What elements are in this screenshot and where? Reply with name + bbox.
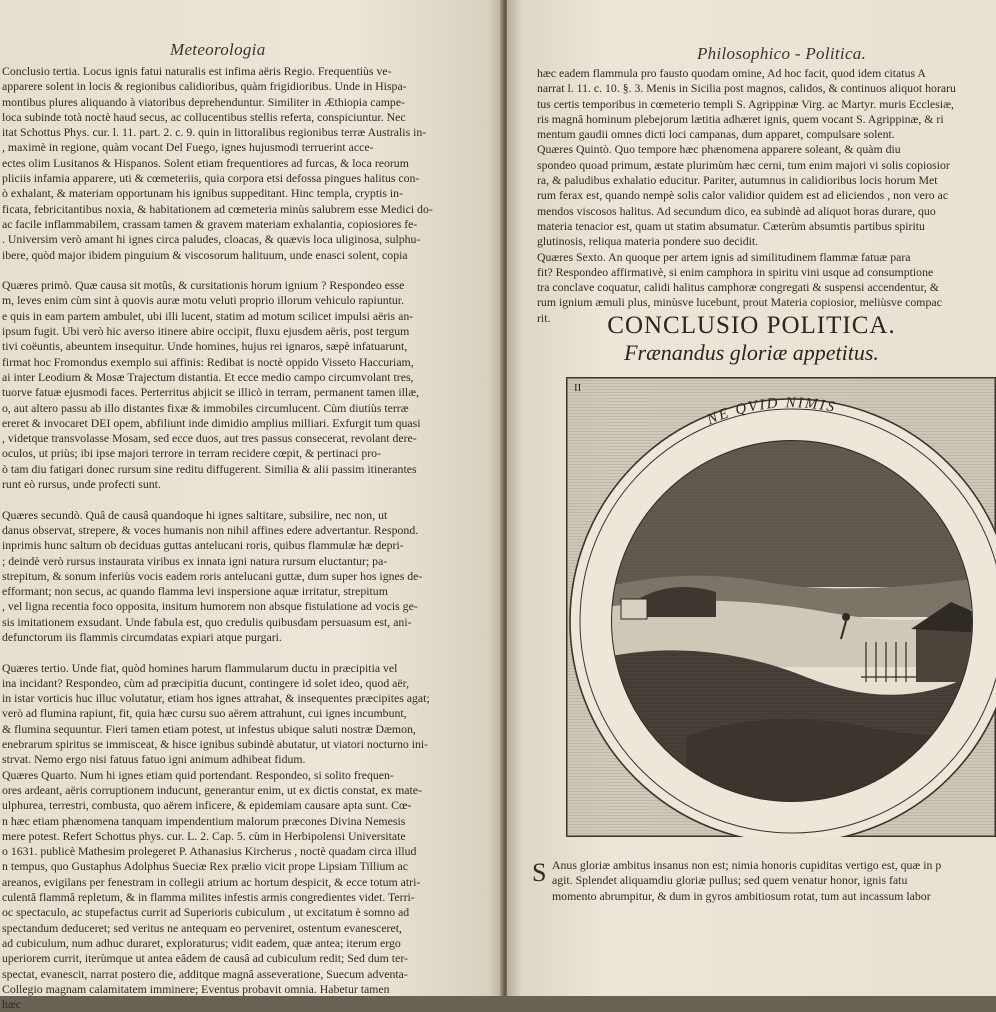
left-line: e quis in eam partem ambulet, ubi illi lucent, statim ad motum scilicet impulsi aëris an- [2,308,414,323]
right-line: materia tenacior est, quam ut statim absumatur. Cæterùm absumtis partibus spiritu [537,218,925,233]
left-line: firmat hoc Fromondus exemplo sui affinis: Redibat is noctè oppido Visseto Haccuriam, [2,354,414,369]
left-line: & flumina sequuntur. Fieri tamen etiam potest, ut infestus ubique saluti nostræ Dæmon, [2,721,416,736]
left-line: n tempus, quo Gustaphus Adolphus Sueciæ Rex prælio vicit prope Lipsiam Tillium ac [2,859,409,874]
left-running-head: Meteorologia [170,40,266,59]
left-line: oculos, ut priùs; ibi ipse majori terrore in terram recidere cœpit, & pertinaci pro- [2,446,382,461]
left-line: ina incidant? Respondeo, cùm ad præcipitia ducunt, contingere id solet ideo, quod aër, [2,675,410,690]
bottom-paragraph [552,858,996,904]
right-line: Quæres Quintò. Quo tempore hæc phænomena apparere soleant, & quàm diu [537,142,901,157]
left-line: strvat. Nemo ergo nisi fatuus fatuo igni animum adhibeat fidum. [2,752,306,767]
right-line: hæc eadem flammula pro fausto quodam omine, Ad hoc facit, quod idem citatus A [537,66,926,80]
conclusio-subtitle: Frænandus gloriæ appetitus. [624,340,879,365]
left-line: Quæres Quarto. Num hi ignes etiam quid portendant. Respondeo, si solito frequen- [2,767,394,782]
left-line: , vel ligna recentia foco opposita, insitum humorem non absque fistulatione ad vocis ge- [2,599,418,614]
left-line: sis imitationem exsudant. Unde fabula est, quo credulis quibusdam persuasum est, ani- [2,614,412,629]
left-line: defunctorum iis flammis circumdatas expiari atque purgari. [2,629,282,644]
left-line: itat Schottus Phys. cur. l. 11. part. 2. c. 9. quin in littoralibus regionibus terræ Australis in- [2,125,427,140]
left-line: runt eò rursus, unde profecti sunt. [2,477,161,492]
left-line: oc spectaculo, ac stupefactus currit ad Superioris cubiculum , ut excitatum è somno ad [2,905,410,920]
left-line: Collegio magnam calamitatem imminere; Eventus probavit omnia. Habetur tamen [2,981,390,996]
right-line: ris magnâ hominum plebejorum lætitia adhæret ignis, quem vocant S. Agrippinæ, & ri [537,111,944,126]
left-line: strepitum, & sonum inferiùs vocis eadem roris antelucani guttæ, dum super hos ignes de- [2,568,423,583]
left-line: ai inter Leodium & Mosæ Trajectum distantia. Et ecce medio campo circumvolant tres, [2,369,414,384]
left-line: ad cubiculum, num adhuc duraret, exploraturus; vidit eadem, quæ antea; iterum ergo [2,935,401,950]
right-line: rum ferax est, quando nempè solis calor validior quidem est ad eliciendos , non vero ac [537,188,949,203]
plate-motto: NE QVID NIMIS [704,395,838,429]
left-line: ac facile inflammabilem, crassam tamen & gravem materiam exhalantia, copiosiores fe- [2,216,418,231]
right-running-head: Philosophico - Politica. [697,44,867,63]
plate-number: II [574,382,582,394]
left-line: uperiorem currit, iterùmque ut antea eâdem de causâ ad cubiculum redit; Sed dum ter- [2,951,408,966]
left-line: ulphurea, terrestri, combusta, quo aërem inficere, & epidemiam causare apta sunt. Cœ- [2,798,412,813]
left-line: inprimis hunc saltum ob deciduas guttas antelucani roris, quibus flammulæ hæ depri- [2,538,404,553]
left-line: ipsum fugit. Ubi verò hic averso itinere abire occipit, fluxu ejusdem aëris, post tergum [2,324,410,339]
left-line: , videtque transvolasse Mosam, sed ecce duos, aut tres passus consecerat, revolant dere- [2,431,417,446]
left-line: enebrarum spiritus se immisceat, & hisce ignibus subindè abutatur, ut viatori nocturno ini- [2,737,429,752]
left-line: ectes olim Lusitanos & Hispanos. Solent etiam frequentiores ad furcas, & loca reorum [2,155,409,170]
left-line [2,492,476,507]
left-line: ereret & invocaret DEI opem, abfiliunt inde dimidio amplius milliari. Exfurgit tum quasi [2,415,421,430]
left-line: ò exhalant, & materiam opportunam his ignibus suppeditant. Hinc templa, cryptis in- [2,186,404,201]
right-line: rit. [537,310,551,325]
left-line: ibere, quòd major ibidem pinguium & viscosorum halituum, unde enasci solent, copia [2,247,408,262]
left-line: ores ardeant, aëris corruptionem inducunt, generantur enim, ut ex dictis constat, ex mate- [2,782,422,797]
left-line: hæc [2,997,22,1012]
right-line: fit? Respondeo affirmativè, si enim camphora in spiritu vini usque ad consumptione [537,264,934,279]
right-line: glutinosis, reliqua materia pondere suo decidit. [537,234,759,249]
right-line: rum ignium æmuli plus, minùsve lucebunt, prout Materia copiosior, meliùsve compac [537,295,942,310]
left-line: ; deindè verò rursus instaurata viribus ex innata igni natura rursum eluctantur; pa- [2,553,388,568]
left-line: Conclusio tertia. Locus ignis fatui naturalis est infima aëris Regio. Frequentiùs ve- [2,64,392,78]
right-line: tus certis temporibus in cœmeterio templi S. Agrippinæ Virg. ac Martyr. muris Ecclesiæ, [537,96,954,111]
left-line: verò ad flumina rapiunt, fit, quia hæc cursu suo aërem attrahunt, cui ignes incumbunt, [2,706,407,721]
right-line: tra conclave coquatur, calidi halitus camphoræ congregati & suspensi accendentur, & [537,280,939,295]
left-line [2,263,476,278]
left-line: Quæres tertio. Unde fiat, quòd homines harum flammularum ductu in præcipitia vel [2,660,398,675]
bottom-line: momento abrumpitur, & dum in gyros ambitiosum rotat, tum aut incassum labor [552,888,931,903]
left-line: o, aut altero passu ab illo distantes fixæ & immobiles circumlucent. Cùm diutiùs terræ [2,400,409,415]
left-line: efformant; non secus, ac quando flamma levi inspersione aquæ irritatur, strepitum [2,584,388,599]
left-line: o 1631. publicè Mathesim prolegeret P. Athanasius Kircherus , noctè quadam circa illud [2,844,417,859]
left-line: . Universim verò amant hi ignes circa paludes, cloacas, & quævis loca uliginosa, sulphu- [2,232,421,247]
left-line: loca subinde totà noctè haud secus, ac collucentibus stellis referta, conspiciuntur. Nec [2,109,406,124]
left-line: spectandum deduceret; sed veritus ne antequam eo perveniret, ostentum evanesceret, [2,920,402,935]
left-line: , maximè in regione, quàm vocant Del Fuego, ignes hujusmodi terruerint acce- [2,140,374,155]
left-line: in istar vorticis huc illuc volutatur, etiam hos ignes attrahat, & insequentes præcipites agat; [2,691,430,706]
right-line: spondeo quoad primum, æstate plurimùm hæc cerni, tum enim majori vi solis copiosior [537,157,950,172]
engraved-emblem-plate [566,377,996,837]
right-line: mentum gaudii omnes dicti loci campanas, dum apparet, compulsare solent. [537,127,895,142]
right-line: mendos viscosos halitus. Ad secundum dico, ea subindè ad aliquot horas durare, quo [537,203,936,218]
left-line: culentâ flammâ repletum, & in flamma milites infestis armis congredientes videt. Terri- [2,890,415,905]
left-body-text [2,64,476,1012]
left-line: n hæc etiam phænomena tanquam impendentium malorum præcones Divina Nemesis [2,813,406,828]
left-line: danus observat, strepere, & voces humanis non nihil affines edere advertantur. Respond. [2,522,419,537]
left-line: spectat, evanescit, narrat postero die, additque magnâ asseveratione, Suecum adventa- [2,966,408,981]
left-line: apparere solent in locis & regionibus calidioribus, quàm frigidioribus. Unde in Hispa- [2,79,407,94]
left-line: mere potest. Refert Schottus phys. cur. L. 2. Cap. 5. cùm in Herbipolensi Universitate [2,828,406,843]
left-line: tivi coëuntis, abeuntem insequitur. Unde homines, hujus rei ignaros, sæpè infatuarunt, [2,339,408,354]
bottom-line: agit. Splendet aliquamdiu gloriæ pullus; sed quem venatur honor, ignis fatu [552,873,908,888]
left-line: ficata, febricitantibus noxia, & habitationem ad cœmeteria minùs salubrem esse Medici do- [2,201,433,216]
drop-cap: S [532,858,547,887]
bottom-line: Anus gloriæ ambitus insanus non est; nimia honoris cupiditas vertigo est, quæ in p [552,858,942,872]
conclusio-heading: CONCLUSIO POLITICA. [607,312,896,339]
right-body-text [537,66,996,326]
left-line: m, leves enim cùm sint à quovis auræ motu veluti proprio illorum vehiculo rapiuntur. [2,293,405,308]
right-line: Quæres Sexto. An quoque per artem ignis ad similitudinem flammæ fatuæ para [537,249,911,264]
left-line: areanos, evigilans per fenestram in collegii atrium ac hortum despicit, & ecce totum atri- [2,874,421,889]
left-line: tuorve fatuæ ejusmodi faces. Perterritus abjicit se illicò in terram, permanent tamen illæ, [2,385,420,400]
left-line: Quæres primò. Quæ causa sit motûs, & cursitationis horum ignium ? Respondeo esse [2,278,405,293]
left-line [2,645,476,660]
left-line: ò tam diu fatigari donec rursum sine reditu diffugerent. Similia & alii passim itinerantes [2,461,417,476]
left-line: pliciis infamia apparere, uti & cœmeteriis, quia corpora etsi defossa pingues halitus con- [2,171,420,186]
left-line: montibus plures aliquando à viatoribus deprehenduntur. Similiter in Æthiopia campe- [2,94,405,109]
right-line: ra, & paludibus exhalatio educitur. Pariter, autumnus in calidioribus locis horum Met [537,173,938,188]
right-line: narrat l. 11. c. 10. §. 3. Menis in Sicilia post magnos, calidos, & continuos aliquot horaru [537,81,956,96]
left-line: Quæres secundò. Quâ de causâ quandoque hi ignes saltitare, subsilire, nec non, ut [2,507,388,522]
